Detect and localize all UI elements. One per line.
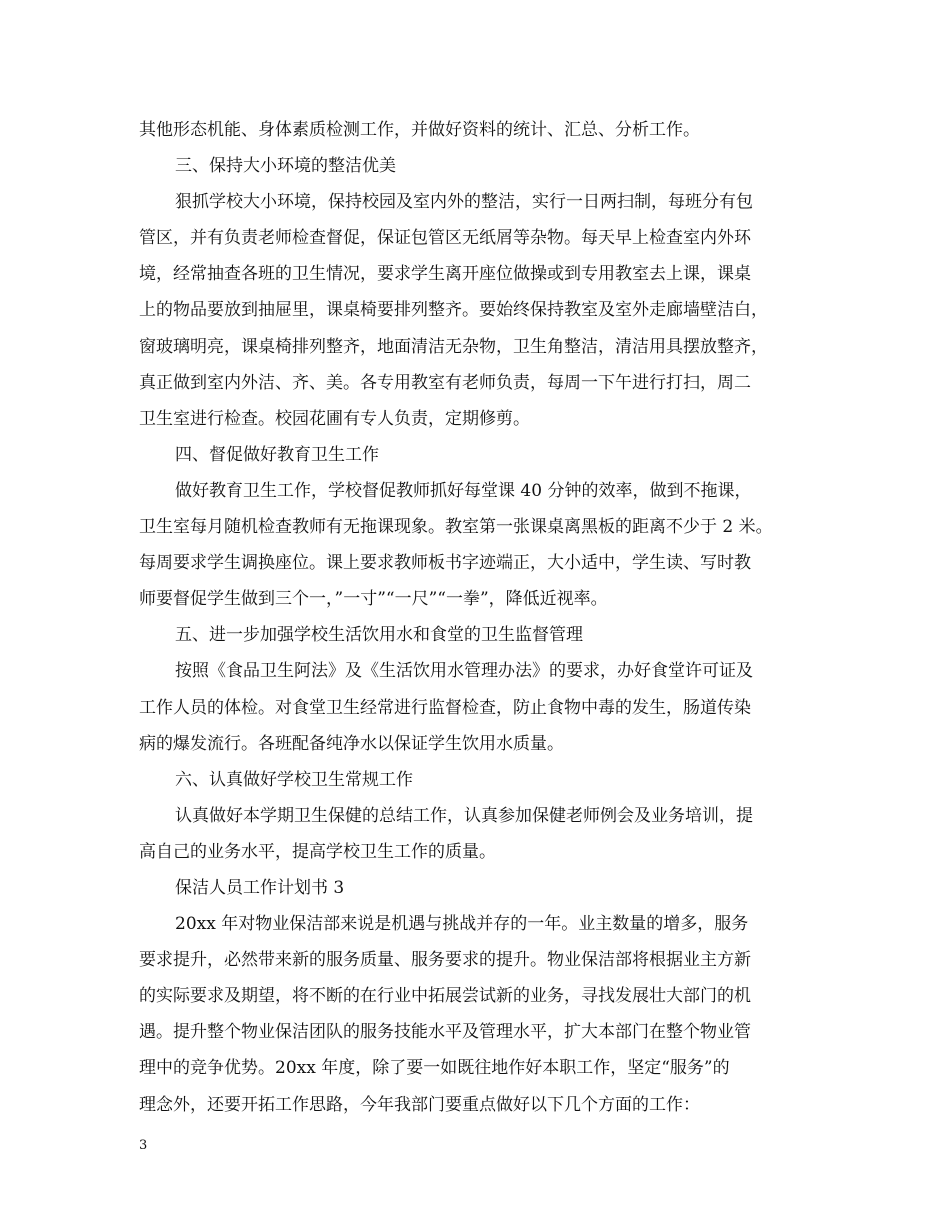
text-line: 病的爆发流行。各班配备纯净水以保证学生饮用水质量。 <box>139 733 564 754</box>
text-line: 管区，并有负责老师检查督促，保证包管区无纸屑等杂物。每天早上检查室内外环 <box>139 228 751 249</box>
text-line: 理中的竞争优势。20xx 年度，除了要一如既往地作好本职工作，坚定“服务”的 <box>139 1058 730 1079</box>
text-line: 工作人员的体检。对食堂卫生经常进行监督检查，防止食物中毒的发生，肠道传染 <box>139 697 751 718</box>
text-line: 卫生室进行检查。校园花圃有专人负责，定期修剪。 <box>139 408 530 429</box>
text-line: 卫生室每月随机检查教师有无拖课现象。教室第一张课桌离黑板的距离不少于 2 米。 <box>139 517 773 538</box>
text-line: 窗玻璃明亮，课桌椅排列整齐，地面清洁无杂物，卫生角整洁，清洁用具摆放整齐， <box>139 336 768 357</box>
text-line: 三、保持大小环境的整洁优美 <box>175 156 396 177</box>
text-line: 保洁人员工作计划书 3 <box>175 877 345 898</box>
text-line: 其他形态机能、身体素质检测工作，并做好资料的统计、汇总、分析工作。 <box>139 120 700 140</box>
text-line: 要求提升，必然带来新的服务质量、服务要求的提升。物业保洁部将根据业主方新 <box>139 950 751 971</box>
text-line: 做好教育卫生工作，学校督促教师抓好每堂课 40 分钟的效率，做到不拖课， <box>175 480 752 501</box>
text-line: 的实际要求及期望，将不断的在行业中拓展尝试新的业务，寻找发展壮大部门的机 <box>139 986 751 1007</box>
text-line: 五、进一步加强学校生活饮用水和食堂的卫生监督管理 <box>175 625 583 646</box>
text-line: 每周要求学生调换座位。课上要求教师板书字迹端正，大小适中，学生读、写时教 <box>139 553 751 574</box>
text-line: 按照《食品卫生阿法》及《生活饮用水管理办法》的要求，办好食堂许可证及 <box>175 661 753 682</box>
text-line: 20xx 年对物业保洁部来说是机遇与挑战并存的一年。业主数量的增多，服务 <box>175 914 749 935</box>
text-line: 境，经常抽查各班的卫生情况，要求学生离开座位做操或到专用教室去上课，课桌 <box>139 264 751 285</box>
text-line: 六、认真做好学校卫生常规工作 <box>175 769 413 790</box>
page-number: 3 <box>139 1138 148 1153</box>
text-line: 高自己的业务水平，提高学校卫生工作的质量。 <box>139 841 496 862</box>
text-line: 遇。提升整个物业保洁团队的服务技能水平及管理水平，扩大本部门在整个物业管 <box>139 1022 751 1043</box>
text-line: 狠抓学校大小环境，保持校园及室内外的整洁，实行一日两扫制，每班分有包 <box>175 192 753 213</box>
text-line: 上的物品要放到抽屉里，课桌椅要排列整齐。要始终保持教室及室外走廊墙壁洁白， <box>139 300 768 321</box>
text-line: 师要督促学生做到三个一，”一寸”“一尺”“一拳”，降低近视率。 <box>139 589 608 610</box>
text-line: 真正做到室内外洁、齐、美。各专用教室有老师负责，每周一下午进行打扫，周二 <box>139 372 751 393</box>
document-body <box>139 112 811 1123</box>
text-line: 理念外，还要开拓工作思路，今年我部门要重点做好以下几个方面的工作： <box>139 1094 700 1115</box>
text-line: 认真做好本学期卫生保健的总结工作，认真参加保健老师例会及业务培训，提 <box>175 805 753 826</box>
text-line: 四、督促做好教育卫生工作 <box>175 444 379 465</box>
